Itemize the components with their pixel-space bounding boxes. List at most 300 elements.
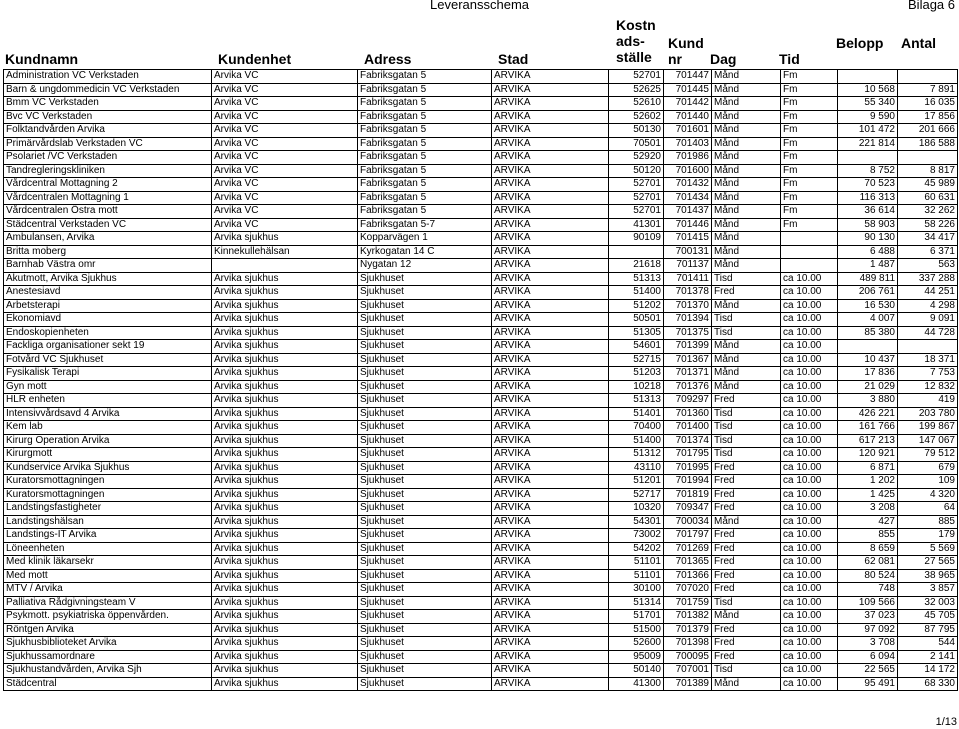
cell-kundenhet: Arvika sjukhus [212, 556, 358, 570]
cell-kundnr: 701375 [664, 326, 712, 340]
cell-kundnr: 700131 [664, 245, 712, 259]
cell-kundnamn: Akutmott, Arvika Sjukhus [4, 272, 212, 286]
cell-kundnr: 701398 [664, 637, 712, 651]
cell-belopp: 617 213 [838, 434, 898, 448]
cell-kostnadsstalle: 52701 [609, 70, 664, 84]
cell-stad: ARVIKA [492, 178, 609, 192]
cell-dag: Fred [712, 569, 781, 583]
cell-dag: Månd [712, 245, 781, 259]
cell-dag: Fred [712, 461, 781, 475]
cell-dag: Månd [712, 178, 781, 192]
cell-kundnr: 701137 [664, 259, 712, 273]
cell-antal: 18 371 [898, 353, 958, 367]
cell-kundnr: 701365 [664, 556, 712, 570]
cell-stad: ARVIKA [492, 556, 609, 570]
cell-kundenhet: Arvika sjukhus [212, 353, 358, 367]
cell-belopp: 22 565 [838, 664, 898, 678]
cell-kundenhet: Arvika sjukhus [212, 326, 358, 340]
cell-antal: 17 856 [898, 110, 958, 124]
cell-kundnr: 701403 [664, 137, 712, 151]
cell-kundenhet: Arvika sjukhus [212, 596, 358, 610]
cell-belopp [838, 340, 898, 354]
cell-adress: Fabriksgatan 5 [358, 191, 492, 205]
cell-kundenhet: Arvika sjukhus [212, 313, 358, 327]
table-row [4, 623, 958, 637]
cell-antal: 12 832 [898, 380, 958, 394]
cell-dag: Månd [712, 380, 781, 394]
cell-adress: Fabriksgatan 5 [358, 70, 492, 84]
cell-kundnr: 701371 [664, 367, 712, 381]
cell-antal: 38 965 [898, 569, 958, 583]
cell-adress: Fabriksgatan 5 [358, 151, 492, 165]
cell-kundnr: 701376 [664, 380, 712, 394]
cell-tid: ca 10.00 [781, 380, 838, 394]
cell-kostnadsstalle: 52602 [609, 110, 664, 124]
cell-kundnr: 701378 [664, 286, 712, 300]
cell-kundnr: 709297 [664, 394, 712, 408]
cell-kundnamn: Bmm VC Verkstaden [4, 97, 212, 111]
table-row [4, 461, 958, 475]
cell-kostnadsstalle: 51314 [609, 596, 664, 610]
cell-stad: ARVIKA [492, 583, 609, 597]
cell-kundnamn: MTV / Arvika [4, 583, 212, 597]
cell-antal: 79 512 [898, 448, 958, 462]
delivery-schedule-table [3, 69, 958, 691]
cell-kostnadsstalle: 51313 [609, 272, 664, 286]
cell-kundenhet: Arvika sjukhus [212, 637, 358, 651]
cell-tid: ca 10.00 [781, 421, 838, 435]
table-row [4, 151, 958, 165]
cell-dag: Månd [712, 151, 781, 165]
cell-adress: Fabriksgatan 5 [358, 97, 492, 111]
table-row [4, 529, 958, 543]
cell-stad: ARVIKA [492, 97, 609, 111]
cell-tid: ca 10.00 [781, 394, 838, 408]
cell-kundnamn: Kuratorsmottagningen [4, 488, 212, 502]
cell-kundnamn: HLR enheten [4, 394, 212, 408]
cell-kundenhet: Arvika sjukhus [212, 610, 358, 624]
cell-antal: 179 [898, 529, 958, 543]
cell-kundnr: 701986 [664, 151, 712, 165]
cell-kundnamn: Vårdcentral Mottagning 2 [4, 178, 212, 192]
cell-kundenhet: Arvika sjukhus [212, 407, 358, 421]
cell-stad: ARVIKA [492, 164, 609, 178]
cell-tid: ca 10.00 [781, 407, 838, 421]
cell-kundnr: 701411 [664, 272, 712, 286]
cell-dag: Månd [712, 83, 781, 97]
cell-stad: ARVIKA [492, 569, 609, 583]
cell-tid: ca 10.00 [781, 664, 838, 678]
cell-kundnr: 701442 [664, 97, 712, 111]
cell-dag: Månd [712, 353, 781, 367]
page-number: 1/13 [935, 716, 957, 728]
cell-adress: Sjukhuset [358, 542, 492, 556]
cell-kostnadsstalle: 52920 [609, 151, 664, 165]
cell-belopp [838, 70, 898, 84]
cell-adress: Nygatan 12 [358, 259, 492, 273]
cell-kostnadsstalle: 54202 [609, 542, 664, 556]
cell-kundnamn: Med mott [4, 569, 212, 583]
cell-kundnr: 701434 [664, 191, 712, 205]
cell-stad: ARVIKA [492, 232, 609, 246]
table-row [4, 97, 958, 111]
cell-dag: Fred [712, 488, 781, 502]
cell-adress: Sjukhuset [358, 434, 492, 448]
cell-stad: ARVIKA [492, 542, 609, 556]
cell-stad: ARVIKA [492, 299, 609, 313]
cell-kostnadsstalle: 51305 [609, 326, 664, 340]
cell-dag: Månd [712, 205, 781, 219]
table-row [4, 137, 958, 151]
cell-dag: Fred [712, 502, 781, 516]
cell-kundenhet: Arvika VC [212, 83, 358, 97]
cell-stad: ARVIKA [492, 475, 609, 489]
cell-kostnadsstalle: 43110 [609, 461, 664, 475]
cell-kundnr: 701367 [664, 353, 712, 367]
cell-kundenhet: Arvika VC [212, 124, 358, 138]
cell-adress: Sjukhuset [358, 421, 492, 435]
cell-stad: ARVIKA [492, 340, 609, 354]
table-row [4, 542, 958, 556]
cell-antal [898, 340, 958, 354]
cell-stad: ARVIKA [492, 137, 609, 151]
cell-kundenhet: Arvika sjukhus [212, 232, 358, 246]
table-row [4, 313, 958, 327]
cell-dag: Fred [712, 475, 781, 489]
table-row [4, 407, 958, 421]
cell-dag: Månd [712, 70, 781, 84]
cell-kundnamn: Kundservice Arvika Sjukhus [4, 461, 212, 475]
cell-kundnamn: Ambulansen, Arvika [4, 232, 212, 246]
cell-kundenhet: Arvika sjukhus [212, 650, 358, 664]
cell-kundnr: 707020 [664, 583, 712, 597]
cell-kundenhet: Arvika sjukhus [212, 434, 358, 448]
cell-stad: ARVIKA [492, 70, 609, 84]
cell-antal: 337 288 [898, 272, 958, 286]
cell-kostnadsstalle: 52600 [609, 637, 664, 651]
cell-kundenhet: Arvika VC [212, 205, 358, 219]
cell-antal: 27 565 [898, 556, 958, 570]
cell-stad: ARVIKA [492, 461, 609, 475]
cell-kundnr: 701759 [664, 596, 712, 610]
cell-adress: Sjukhuset [358, 448, 492, 462]
cell-kundnamn: Med klinik läkarsekr [4, 556, 212, 570]
cell-kundenhet: Arvika sjukhus [212, 677, 358, 691]
cell-belopp: 427 [838, 515, 898, 529]
cell-adress: Sjukhuset [358, 650, 492, 664]
cell-kundnr: 707001 [664, 664, 712, 678]
cell-adress: Fabriksgatan 5 [358, 137, 492, 151]
cell-kostnadsstalle: 51701 [609, 610, 664, 624]
cell-kundnr: 700095 [664, 650, 712, 664]
cell-kundenhet: Arvika sjukhus [212, 299, 358, 313]
cell-antal: 7 753 [898, 367, 958, 381]
cell-tid: ca 10.00 [781, 623, 838, 637]
cell-stad: ARVIKA [492, 664, 609, 678]
cell-kundnamn: Vårdcentralen Mottagning 1 [4, 191, 212, 205]
cell-kundnamn: Sjukhusbiblioteket Arvika [4, 637, 212, 651]
table-row [4, 556, 958, 570]
cell-adress: Kyrkogatan 14 C [358, 245, 492, 259]
cell-kostnadsstalle: 51500 [609, 623, 664, 637]
cell-belopp: 16 530 [838, 299, 898, 313]
cell-antal: 3 857 [898, 583, 958, 597]
cell-belopp: 8 659 [838, 542, 898, 556]
cell-tid: ca 10.00 [781, 313, 838, 327]
cell-kundnr: 709347 [664, 502, 712, 516]
cell-kundnr: 701394 [664, 313, 712, 327]
cell-antal: 45 705 [898, 610, 958, 624]
cell-belopp: 101 472 [838, 124, 898, 138]
cell-kundenhet: Arvika VC [212, 110, 358, 124]
cell-kundenhet: Arvika sjukhus [212, 502, 358, 516]
cell-belopp: 1 425 [838, 488, 898, 502]
cell-belopp: 3 880 [838, 394, 898, 408]
cell-stad: ARVIKA [492, 313, 609, 327]
cell-antal: 5 569 [898, 542, 958, 556]
cell-kundenhet: Arvika sjukhus [212, 394, 358, 408]
cell-kundnr: 701446 [664, 218, 712, 232]
col-header-stad: Stad [498, 51, 529, 67]
cell-kundnamn: Endoskopienheten [4, 326, 212, 340]
cell-adress: Fabriksgatan 5 [358, 124, 492, 138]
cell-kostnadsstalle: 51401 [609, 407, 664, 421]
cell-belopp: 70 523 [838, 178, 898, 192]
cell-kundenhet: Arvika sjukhus [212, 421, 358, 435]
cell-dag: Fred [712, 637, 781, 651]
cell-tid: ca 10.00 [781, 556, 838, 570]
table-row [4, 340, 958, 354]
cell-belopp [838, 151, 898, 165]
cell-kostnadsstalle: 50140 [609, 664, 664, 678]
cell-stad: ARVIKA [492, 326, 609, 340]
cell-kundnr: 701600 [664, 164, 712, 178]
cell-kostnadsstalle: 70400 [609, 421, 664, 435]
cell-belopp: 17 836 [838, 367, 898, 381]
cell-kostnadsstalle: 50120 [609, 164, 664, 178]
cell-dag: Fred [712, 583, 781, 597]
cell-tid: ca 10.00 [781, 272, 838, 286]
cell-tid: Fm [781, 178, 838, 192]
cell-kundenhet: Arvika sjukhus [212, 286, 358, 300]
cell-stad: ARVIKA [492, 83, 609, 97]
cell-antal: 45 989 [898, 178, 958, 192]
cell-belopp: 3 208 [838, 502, 898, 516]
table-row [4, 434, 958, 448]
cell-tid: ca 10.00 [781, 434, 838, 448]
cell-belopp: 58 903 [838, 218, 898, 232]
cell-belopp: 8 752 [838, 164, 898, 178]
cell-belopp: 748 [838, 583, 898, 597]
cell-kundenhet [212, 259, 358, 273]
cell-kostnadsstalle: 10320 [609, 502, 664, 516]
cell-dag: Månd [712, 97, 781, 111]
table-row [4, 70, 958, 84]
col-header-kostn-line1: Kostn [616, 17, 656, 33]
cell-adress: Sjukhuset [358, 272, 492, 286]
cell-kostnadsstalle: 41301 [609, 218, 664, 232]
cell-tid: ca 10.00 [781, 677, 838, 691]
cell-kostnadsstalle: 52701 [609, 178, 664, 192]
cell-tid: ca 10.00 [781, 299, 838, 313]
cell-stad: ARVIKA [492, 448, 609, 462]
cell-belopp: 120 921 [838, 448, 898, 462]
cell-kundnamn: Fotvård VC Sjukhuset [4, 353, 212, 367]
cell-kundnamn: Landstings-IT Arvika [4, 529, 212, 543]
cell-dag: Fred [712, 529, 781, 543]
cell-tid: ca 10.00 [781, 529, 838, 543]
cell-stad: ARVIKA [492, 205, 609, 219]
cell-kostnadsstalle: 52701 [609, 205, 664, 219]
cell-antal: 147 067 [898, 434, 958, 448]
cell-kostnadsstalle: 52701 [609, 191, 664, 205]
cell-antal: 885 [898, 515, 958, 529]
cell-kostnadsstalle: 54601 [609, 340, 664, 354]
cell-dag: Fred [712, 286, 781, 300]
cell-kundnr: 701447 [664, 70, 712, 84]
cell-kundenhet: Arvika VC [212, 218, 358, 232]
cell-kundnamn: Städcentral [4, 677, 212, 691]
cell-belopp: 80 524 [838, 569, 898, 583]
cell-tid: ca 10.00 [781, 610, 838, 624]
cell-stad: ARVIKA [492, 124, 609, 138]
cell-stad: ARVIKA [492, 610, 609, 624]
document-title: Leveransschema [430, 0, 529, 12]
cell-belopp: 85 380 [838, 326, 898, 340]
cell-kundenhet: Arvika sjukhus [212, 380, 358, 394]
cell-antal: 7 891 [898, 83, 958, 97]
cell-kundnr: 701819 [664, 488, 712, 502]
cell-antal: 58 226 [898, 218, 958, 232]
cell-dag: Tisd [712, 596, 781, 610]
cell-antal: 2 141 [898, 650, 958, 664]
col-header-belopp: Belopp [836, 35, 884, 51]
cell-tid: ca 10.00 [781, 650, 838, 664]
cell-antal: 14 172 [898, 664, 958, 678]
cell-stad: ARVIKA [492, 245, 609, 259]
cell-belopp: 6 871 [838, 461, 898, 475]
cell-kundnamn: Kirurg Operation Arvika [4, 434, 212, 448]
cell-kundnamn: Landstingshälsan [4, 515, 212, 529]
col-header-dag: Dag [710, 51, 737, 67]
cell-belopp: 206 761 [838, 286, 898, 300]
cell-stad: ARVIKA [492, 380, 609, 394]
cell-tid: ca 10.00 [781, 367, 838, 381]
cell-belopp: 1 487 [838, 259, 898, 273]
cell-kundnr: 701374 [664, 434, 712, 448]
cell-kundnamn: Löneenheten [4, 542, 212, 556]
cell-stad: ARVIKA [492, 110, 609, 124]
table-row [4, 380, 958, 394]
cell-kundnr: 701994 [664, 475, 712, 489]
cell-tid: ca 10.00 [781, 583, 838, 597]
cell-kundenhet: Arvika VC [212, 97, 358, 111]
cell-adress: Sjukhuset [358, 515, 492, 529]
cell-adress: Sjukhuset [358, 488, 492, 502]
cell-kundnr: 701432 [664, 178, 712, 192]
cell-kostnadsstalle: 10218 [609, 380, 664, 394]
cell-dag: Tisd [712, 664, 781, 678]
cell-kostnadsstalle: 51201 [609, 475, 664, 489]
cell-stad: ARVIKA [492, 218, 609, 232]
cell-kundnr: 701440 [664, 110, 712, 124]
cell-kostnadsstalle: 21618 [609, 259, 664, 273]
cell-dag: Månd [712, 367, 781, 381]
cell-dag: Tisd [712, 407, 781, 421]
table-row [4, 515, 958, 529]
cell-kundenhet: Arvika sjukhus [212, 515, 358, 529]
cell-antal: 64 [898, 502, 958, 516]
cell-belopp: 37 023 [838, 610, 898, 624]
cell-antal: 201 666 [898, 124, 958, 138]
cell-antal: 60 631 [898, 191, 958, 205]
cell-tid: ca 10.00 [781, 475, 838, 489]
table-row [4, 259, 958, 273]
cell-antal: 109 [898, 475, 958, 489]
col-header-tid: Tid [779, 51, 800, 67]
table-row [4, 164, 958, 178]
cell-kostnadsstalle: 30100 [609, 583, 664, 597]
cell-dag: Månd [712, 259, 781, 273]
cell-tid: Fm [781, 110, 838, 124]
cell-tid [781, 245, 838, 259]
cell-antal [898, 151, 958, 165]
cell-dag: Fred [712, 623, 781, 637]
cell-dag: Månd [712, 299, 781, 313]
appendix-label: Bilaga 6 [908, 0, 955, 12]
cell-kostnadsstalle [609, 245, 664, 259]
cell-belopp: 426 221 [838, 407, 898, 421]
cell-antal: 186 588 [898, 137, 958, 151]
cell-adress: Sjukhuset [358, 502, 492, 516]
cell-adress: Sjukhuset [358, 313, 492, 327]
cell-kostnadsstalle: 41300 [609, 677, 664, 691]
cell-kostnadsstalle: 51101 [609, 569, 664, 583]
cell-dag: Månd [712, 677, 781, 691]
cell-tid: ca 10.00 [781, 542, 838, 556]
cell-antal: 544 [898, 637, 958, 651]
table-row [4, 677, 958, 691]
cell-tid: Fm [781, 205, 838, 219]
cell-dag: Tisd [712, 448, 781, 462]
cell-belopp: 489 811 [838, 272, 898, 286]
cell-dag: Fred [712, 542, 781, 556]
cell-kostnadsstalle: 52610 [609, 97, 664, 111]
cell-kostnadsstalle: 52625 [609, 83, 664, 97]
cell-kostnadsstalle: 51400 [609, 434, 664, 448]
cell-antal: 68 330 [898, 677, 958, 691]
cell-antal [898, 70, 958, 84]
cell-kundnamn: Kirurgmott [4, 448, 212, 462]
cell-dag: Fred [712, 556, 781, 570]
cell-dag: Månd [712, 218, 781, 232]
cell-tid: Fm [781, 124, 838, 138]
cell-adress: Kopparvägen 1 [358, 232, 492, 246]
table-row [4, 83, 958, 97]
cell-kundnamn: Administration VC Verkstaden [4, 70, 212, 84]
cell-belopp: 62 081 [838, 556, 898, 570]
cell-kostnadsstalle: 52717 [609, 488, 664, 502]
cell-dag: Fred [712, 650, 781, 664]
cell-kostnadsstalle: 51202 [609, 299, 664, 313]
col-header-kostn-line3: ställe [616, 49, 652, 65]
cell-kundenhet: Arvika sjukhus [212, 623, 358, 637]
cell-kundnr: 701269 [664, 542, 712, 556]
cell-kundnr: 701389 [664, 677, 712, 691]
table-row [4, 596, 958, 610]
cell-kundnamn: Anestesiavd [4, 286, 212, 300]
cell-kundnr: 701399 [664, 340, 712, 354]
